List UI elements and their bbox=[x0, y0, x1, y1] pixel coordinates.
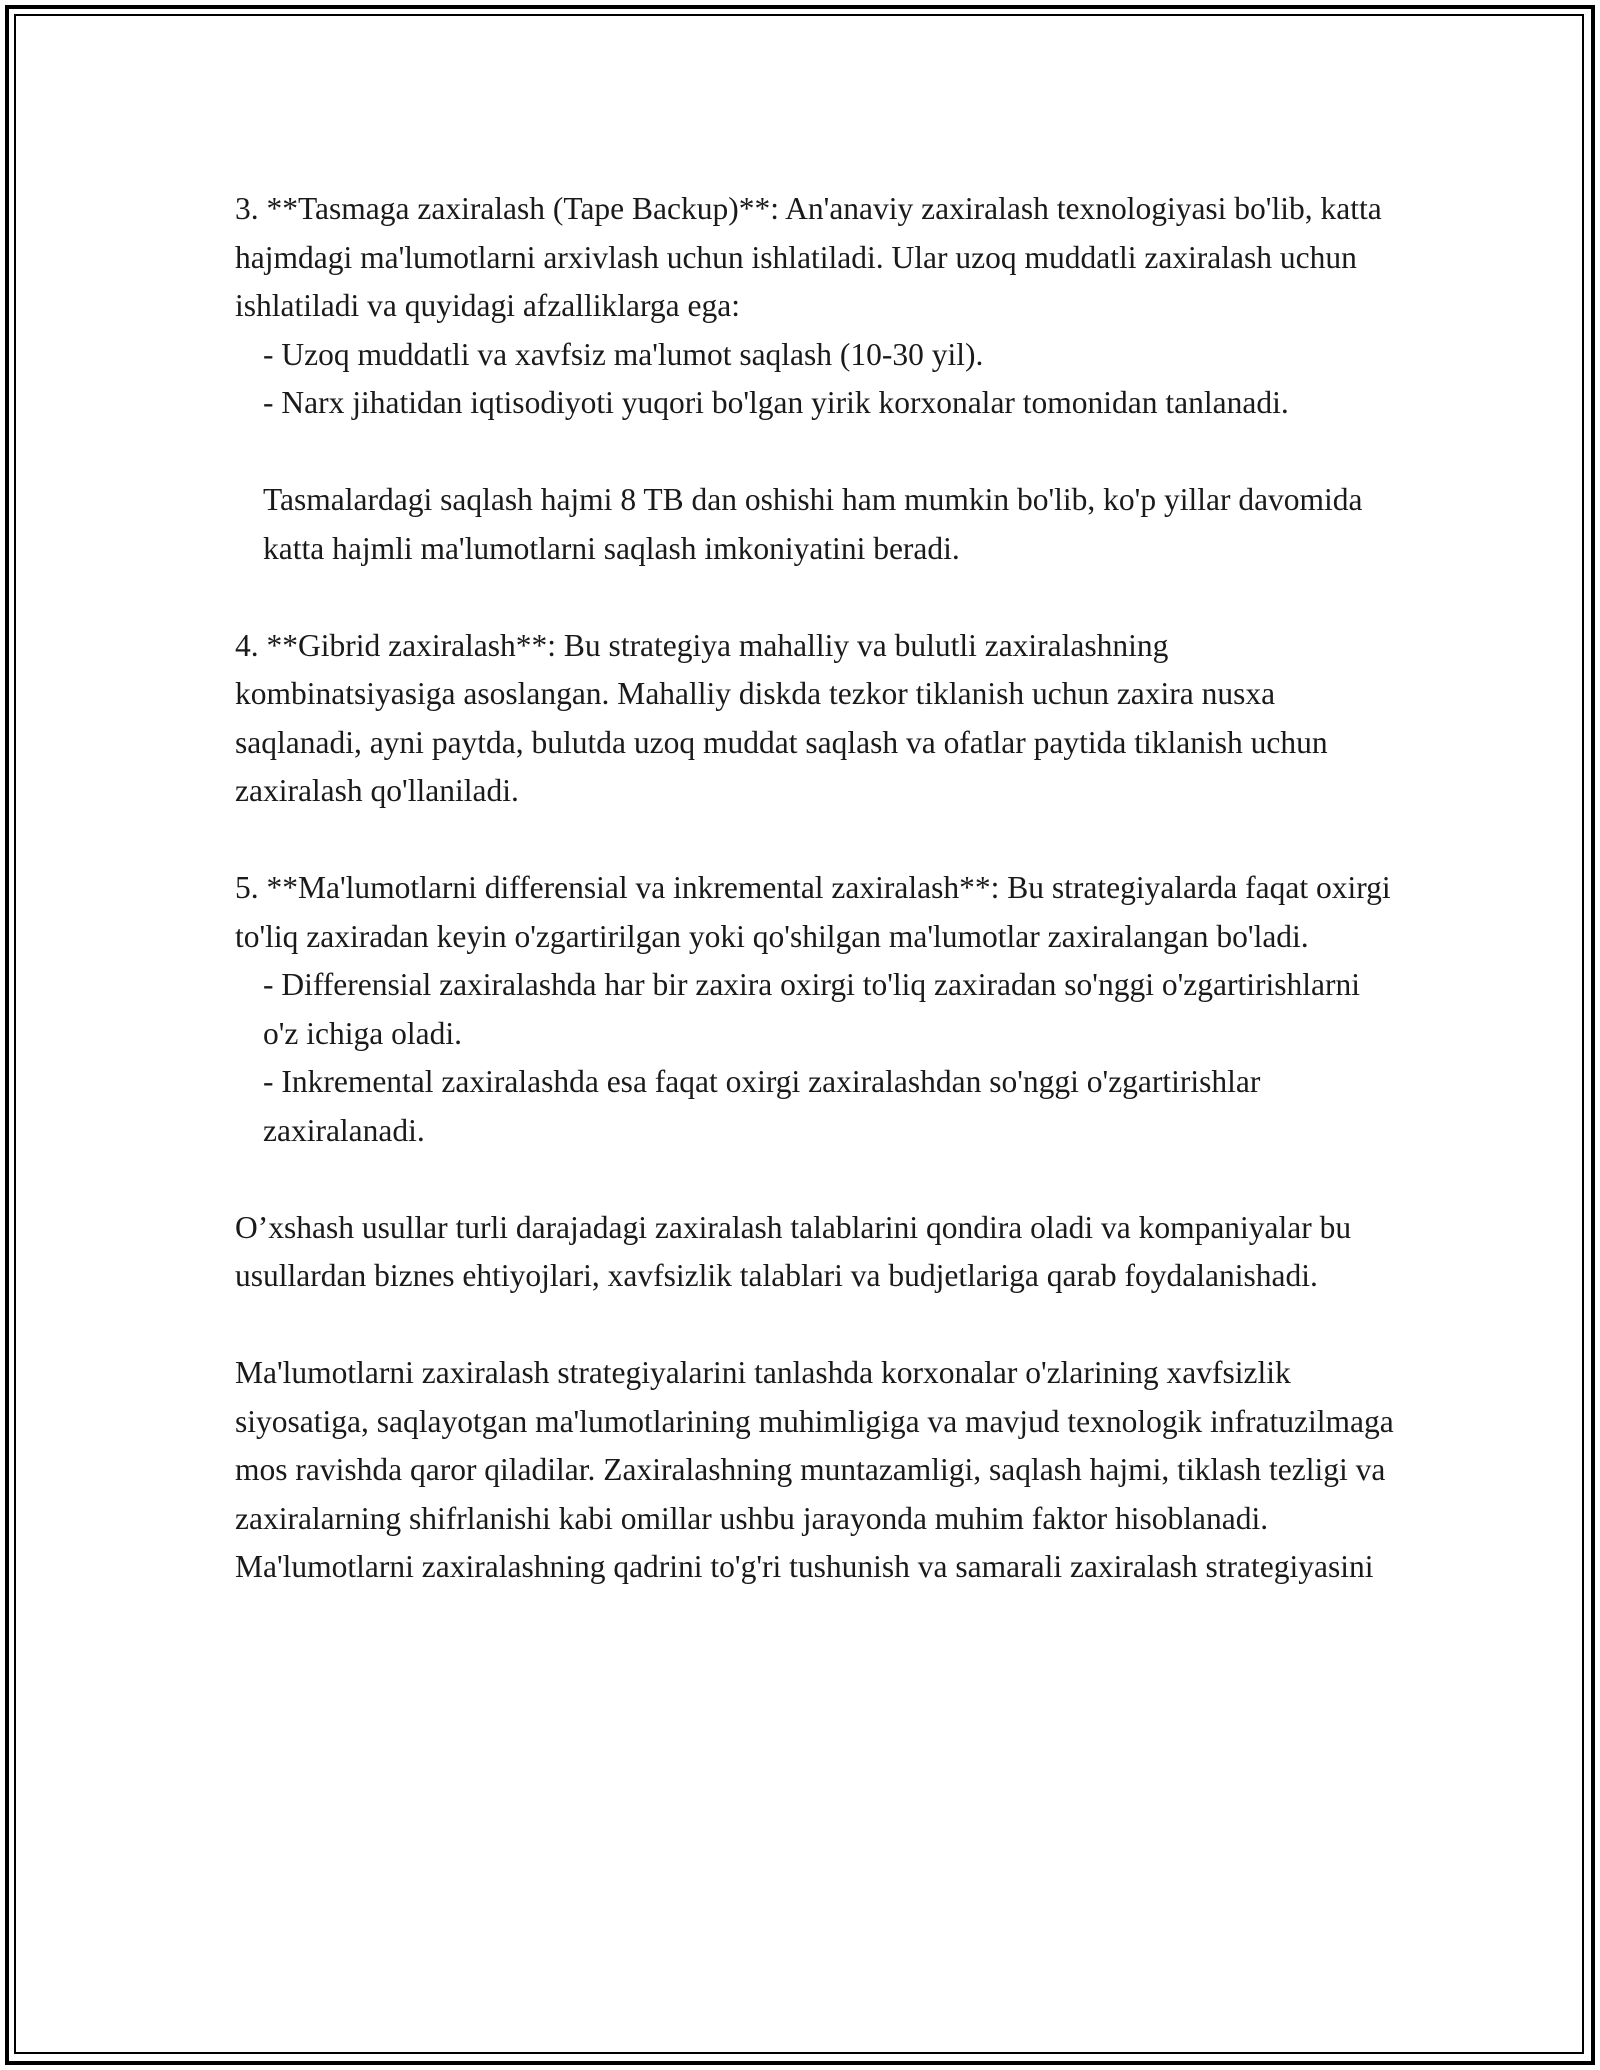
bullet-incremental: - Inkremental zaxiralashda esa faqat oxirgi zaxiralashdan so'nggi o'zgartirishlar zaxiralanadi. bbox=[263, 1064, 1261, 1148]
paragraph-tape-backup: 3. **Tasmaga zaxiralash (Tape Backup)**: An'anaviy zaxiralash texnologiyasi bo'lib, katta hajmdagi ma'lumotlarni arxivlash uchun ishlatiladi. Ular uzoq muddatli zaxiralash uchun ishlatiladi va quyidagi afzalliklarga ega: bbox=[235, 191, 1382, 323]
paragraph-tape-capacity: Tasmalardagi saqlash hajmi 8 TB dan oshishi ham mumkin bo'lib, ko'p yillar davomida katta hajmli ma'lumotlarni saqlash imkoniyatini beradi. bbox=[263, 482, 1363, 566]
paragraph-gap bbox=[235, 816, 1395, 865]
paragraph-strategy-selection: Ma'lumotlarni zaxiralash strategiyalarini tanlashda korxonalar o'zlarining xavfsizlik siyosatiga, saqlayotgan ma'lumotlarining muhimligiga va mavjud texnologik infratuzilmaga mos ravishda qaror qiladilar. Zaxiralashning muntazamligi, saqlash hajmi, tiklash tezligi va zaxiralarning shifrlanishi kabi omillar ushbu jarayonda muhim faktor hisoblanadi. Ma'lumotlarni zaxiralashning qadrini to'g'ri tushunish va samarali zaxiralash strategiyasini bbox=[235, 1355, 1394, 1584]
paragraph-gap bbox=[235, 573, 1395, 622]
paragraph-hybrid-backup: 4. **Gibrid zaxiralash**: Bu strategiya mahalliy va bulutli zaxiralashning kombinatsiyasiga asoslangan. Mahalliy diskda tezkor tiklanish uchun zaxira nusxa saqlanadi, ayni paytda, bulutda uzoq muddat saqlash va ofatlar paytida tiklanish uchun zaxiralash qo'llaniladi. bbox=[235, 627, 1328, 808]
bullet-differential: - Differensial zaxiralashda har bir zaxira oxirgi to'liq zaxiradan so'nggi o'zgartirishlarni o'z ichiga oladi. bbox=[263, 967, 1360, 1051]
paragraph-gap bbox=[235, 1301, 1395, 1350]
document-body bbox=[235, 185, 1395, 1592]
bullet-cost-efficiency: - Narx jihatidan iqtisodiyoti yuqori bo'lgan yirik korxonalar tomonidan tanlanadi. bbox=[263, 385, 1289, 420]
paragraph-similar-methods: O’xshash usullar turli darajadagi zaxiralash talablarini qondira oladi va kompaniyalar bu usullardan biznes ehtiyojlari, xavfsizlik talablari va budjetlariga qarab foydalanishadi. bbox=[235, 1209, 1352, 1293]
paragraph-gap bbox=[235, 428, 1395, 477]
paragraph-differential-incremental: 5. **Ma'lumotlarni differensial va inkremental zaxiralash**: Bu strategiyalarda faqat oxirgi to'liq zaxiradan keyin o'zgartirilgan yoki qo'shilgan ma'lumotlar zaxiralangan bo'ladi. bbox=[235, 870, 1391, 954]
paragraph-gap bbox=[235, 1155, 1395, 1204]
bullet-long-term-storage: - Uzoq muddatli va xavfsiz ma'lumot saqlash (10-30 yil). bbox=[263, 336, 984, 372]
